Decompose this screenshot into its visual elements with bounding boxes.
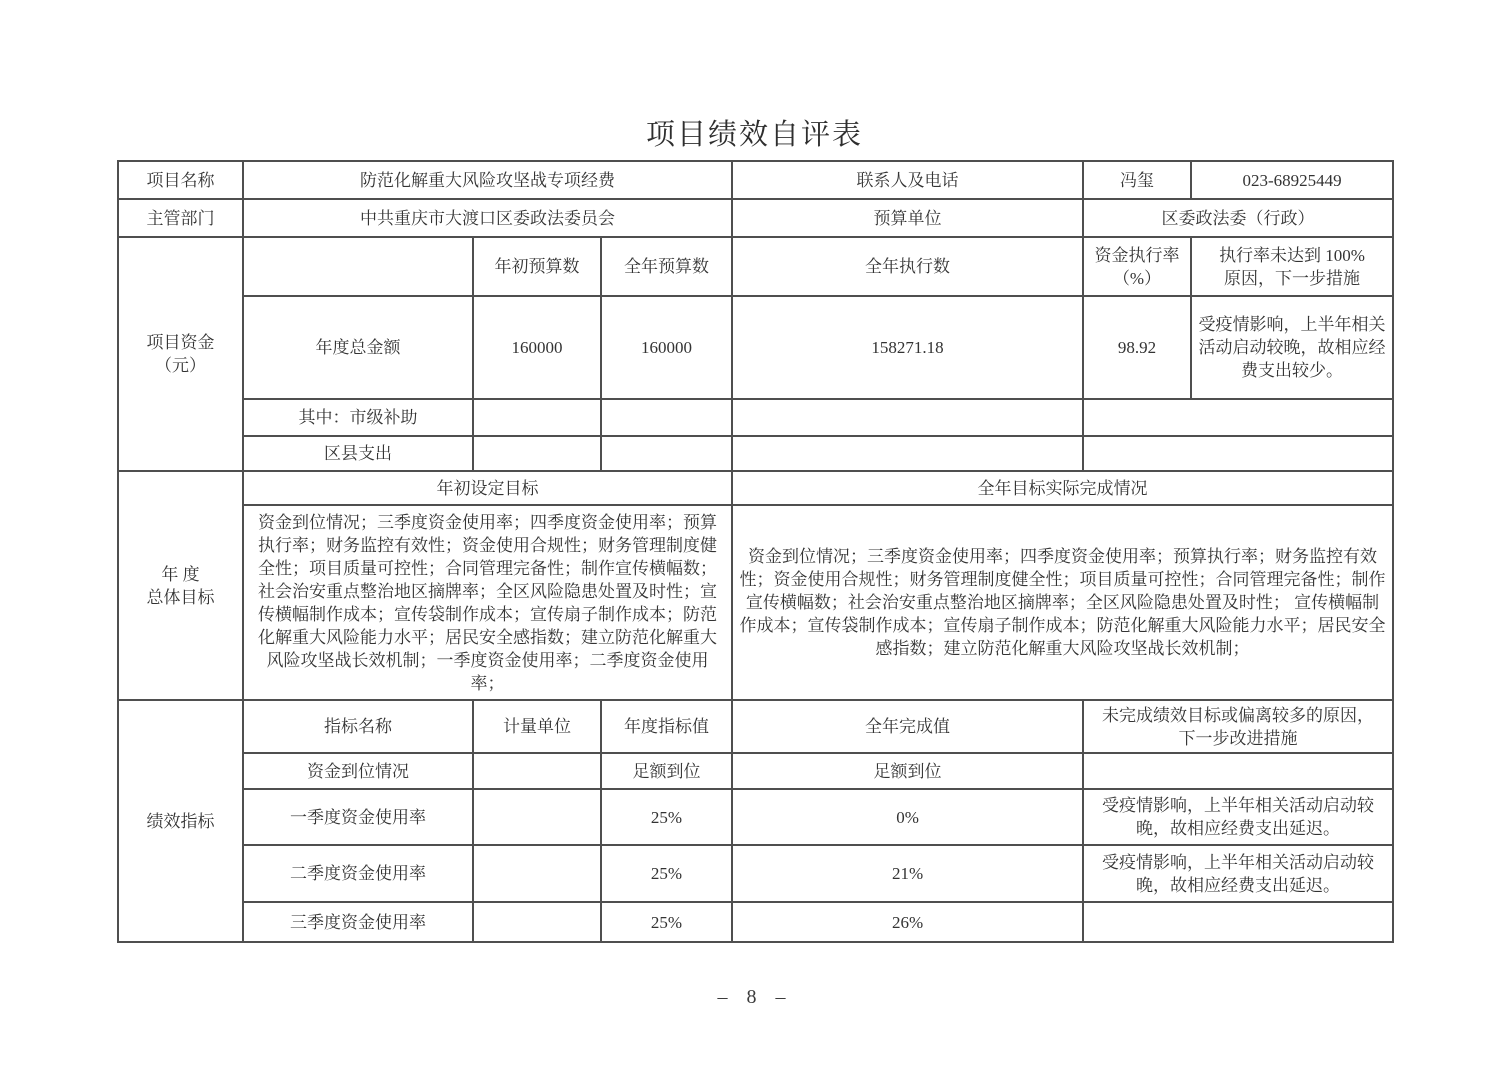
indicator-reason [1083, 753, 1393, 789]
indicator-row-funds-availability [118, 753, 1393, 789]
initial-goals-header: 年初设定目标 [243, 471, 732, 505]
funds-header-blank [243, 237, 473, 296]
self-evaluation-table [117, 160, 1394, 943]
indicator-target: 25% [601, 789, 732, 845]
contact-label: 联系人及电话 [732, 161, 1083, 199]
row-indicators-header [118, 700, 1393, 753]
indicator-unit [473, 845, 601, 902]
actual-goals-header: 全年目标实际完成情况 [732, 471, 1393, 505]
row-city-subsidy [118, 399, 1393, 436]
funds-header-reason [1191, 237, 1393, 296]
indicator-actual: 足额到位 [732, 753, 1083, 789]
funds-section-label [118, 237, 243, 471]
funds-header-annual-execution: 全年执行数 [732, 237, 1083, 296]
annual-goals-label-line2: 总体目标 [146, 587, 215, 607]
funds-header-execution-rate [1083, 237, 1191, 296]
indicator-unit [473, 789, 601, 845]
district-expense-initial-budget [473, 436, 601, 471]
annual-goals-section-label [118, 471, 243, 700]
funds-header-annual-budget: 全年预算数 [601, 237, 732, 296]
annual-total-execution: 158271.18 [732, 296, 1083, 399]
indicator-reason: 受疫情影响，上半年相关活动启动较晚，故相应经费支出延迟。 [1083, 789, 1393, 845]
indicator-unit [473, 902, 601, 942]
indicator-name: 资金到位情况 [243, 753, 473, 789]
indicator-target: 足额到位 [601, 753, 732, 789]
city-subsidy-annual-budget [601, 399, 732, 436]
funds-reason-header-line1: 执行率未达到 100% [1219, 245, 1365, 265]
indicator-reason: 受疫情影响，上半年相关活动启动较晚，故相应经费支出延迟。 [1083, 845, 1393, 902]
city-subsidy-reason [1083, 399, 1393, 436]
city-subsidy-execution [732, 399, 1083, 436]
funds-label-line1: 项目资金 [146, 333, 215, 352]
indicator-reason-header-line2: 下一步改进措施 [1178, 728, 1298, 748]
indicator-target: 25% [601, 902, 732, 942]
row-project-name [118, 161, 1393, 199]
indicator-unit-header: 计量单位 [473, 700, 601, 753]
contact-name: 冯玺 [1083, 161, 1191, 199]
funds-header-initial-budget: 年初预算数 [473, 237, 601, 296]
funds-label-line2: （元） [155, 356, 206, 375]
annual-total-rate: 98.92 [1083, 296, 1191, 399]
row-goals-header [118, 471, 1393, 505]
indicator-actual: 21% [732, 845, 1083, 902]
indicator-name: 一季度资金使用率 [243, 789, 473, 845]
execution-rate-header-line2: （%） [1112, 268, 1162, 288]
district-expense-label: 区县支出 [243, 436, 473, 471]
row-district-expense [118, 436, 1393, 471]
indicator-target-header: 年度指标值 [601, 700, 732, 753]
indicator-name: 三季度资金使用率 [243, 902, 473, 942]
indicator-row-q2-usage [118, 845, 1393, 902]
indicator-name-header: 指标名称 [243, 700, 473, 753]
indicator-reason-header [1083, 700, 1393, 753]
indicator-actual: 0% [732, 789, 1083, 845]
indicator-actual: 26% [732, 902, 1083, 942]
page-title: 项目绩效自评表 [645, 119, 863, 151]
contact-phone: 023-68925449 [1191, 161, 1393, 199]
indicator-reason-header-line1: 未完成绩效目标或偏离较多的原因， [1102, 705, 1375, 725]
district-expense-reason [1083, 436, 1393, 471]
budget-unit-value: 区委政法委（行政） [1083, 199, 1393, 237]
annual-total-annual-budget: 160000 [601, 296, 732, 399]
city-subsidy-label: 其中：市级补助 [243, 399, 473, 436]
indicator-unit [473, 753, 601, 789]
row-annual-total [118, 296, 1393, 399]
indicator-reason [1083, 902, 1393, 942]
budget-unit-label: 预算单位 [732, 199, 1083, 237]
page-number: – 8 – [717, 986, 793, 1008]
annual-total-initial-budget: 160000 [473, 296, 601, 399]
annual-total-reason: 受疫情影响，上半年相关活动启动较晚，故相应经费支出较少。 [1191, 296, 1393, 399]
indicator-row-q3-usage [118, 902, 1393, 942]
department-label: 主管部门 [118, 199, 243, 237]
indicator-row-q1-usage [118, 789, 1393, 845]
annual-total-label: 年度总金额 [243, 296, 473, 399]
row-funds-header [118, 237, 1393, 296]
indicator-name: 二季度资金使用率 [243, 845, 473, 902]
initial-goals-text: 资金到位情况；三季度资金使用率；四季度资金使用率；预算执行率；财务监控有效性；资金使用合规性；财务管理制度健全性；项目质量可控性；合同管理完备性；制作宣传横幅数；社会治安重点整治地区摘牌率；全区风险隐患处置及时性；宣传横幅制作成本；宣传袋制作成本；宣传扇子制作成本；防范化解重大风险能力水平；居民安全感指数；建立防范化解重大风险攻坚战长效机制；一季度资金使用率；二季度资金使用率； [243, 505, 732, 700]
department-value: 中共重庆市大渡口区委政法委员会 [243, 199, 732, 237]
indicator-actual-header: 全年完成值 [732, 700, 1083, 753]
row-goals-text [118, 505, 1393, 700]
execution-rate-header-line1: 资金执行率 [1094, 245, 1180, 265]
actual-goals-text: 资金到位情况；三季度资金使用率；四季度资金使用率；预算执行率；财务监控有效性；资金使用合规性；财务管理制度健全性；项目质量可控性；合同管理完备性；制作宣传横幅数；社会治安重点整治地区摘牌率；全区风险隐患处置及时性； 宣传横幅制作成本；宣传袋制作成本；宣传扇子制作成本；防范化解重大风险能力水平；居民安全感指数；建立防范化解重大风险攻坚战长效机制； [732, 505, 1393, 700]
district-expense-execution [732, 436, 1083, 471]
city-subsidy-initial-budget [473, 399, 601, 436]
project-name-value: 防范化解重大风险攻坚战专项经费 [243, 161, 732, 199]
row-department [118, 199, 1393, 237]
indicators-section-label: 绩效指标 [118, 700, 243, 942]
indicator-target: 25% [601, 845, 732, 902]
project-name-label: 项目名称 [118, 161, 243, 199]
funds-reason-header-line2: 原因，下一步措施 [1224, 268, 1361, 288]
district-expense-annual-budget [601, 436, 732, 471]
annual-goals-label-line1: 年 度 [161, 564, 200, 584]
